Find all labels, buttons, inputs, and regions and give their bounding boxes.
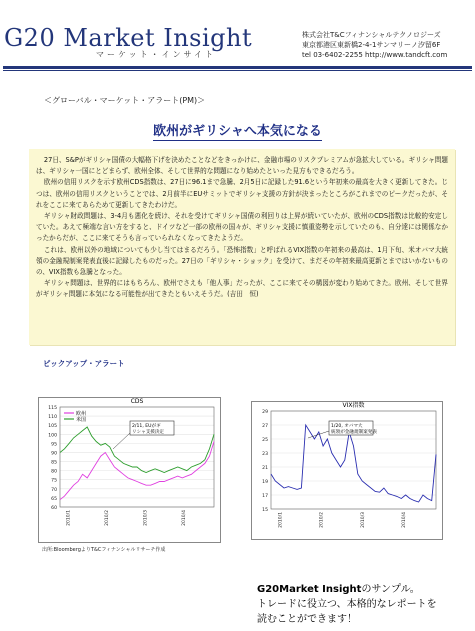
brand-title: G20 Market Insight: [4, 24, 253, 52]
x-tick-label: 2010/4: [182, 510, 188, 526]
annotation-text: 統領が金融規制案発表: [331, 430, 377, 435]
y-tick-label: 75: [51, 478, 57, 484]
promo-line-1-rest: のサンプル。: [361, 584, 420, 595]
legend-label: 米国: [76, 417, 87, 423]
y-tick-label: 19: [262, 480, 268, 485]
y-tick-label: 90: [51, 451, 57, 457]
x-tick-label: 2010/2: [105, 510, 111, 526]
article-kicker: ＜グローバル・マーケット・アラート(PM)＞: [44, 96, 206, 105]
headline-text: 欧州がギリシャへ本気になる: [153, 124, 322, 139]
y-tick-label: 70: [51, 487, 57, 493]
y-tick-label: 110: [48, 415, 57, 421]
article-body: [29, 149, 455, 345]
chart-title: VIX指数: [342, 402, 365, 409]
y-tick-label: 65: [51, 496, 57, 502]
y-tick-label: 15: [262, 508, 268, 513]
annotation-text: 1/20, オバマ大: [331, 424, 363, 429]
promo-text: [257, 582, 472, 627]
y-tick-label: 23: [262, 452, 268, 457]
x-tick-label: 2010/1: [66, 510, 72, 526]
promo-line-1: [257, 582, 472, 597]
x-tick-label: 2010/3: [143, 510, 149, 526]
y-tick-label: 80: [51, 469, 57, 475]
header-divider: [3, 66, 472, 69]
article-paragraph-2: 欧州の信用リスクを示す欧州CDS指数は、27日に96.1まで急騰、2月5日に記録した91.6という年初来の最高を大きく更新してきた。じつは、欧州の信用リスクということでは、2月前半にEUサミットでギリシャ支援の方針が決まったところがこれまでのピークだったが、それをここに来てあらためて更新してきたわけだ。: [36, 178, 448, 209]
x-tick-label: 2010/2: [319, 512, 325, 528]
y-tick-label: 29: [262, 410, 268, 415]
article-paragraph-1: 27日、S&Pがギリシャ国債の大幅格下げを決めたことなどをきっかけに、金融市場のリスクプレミアムが急拡大している。ギリシャ問題は、ギリシャ一国にとどまらず、欧州全体、そして世界的な問題になり始めたといった見方もできるだろう。: [36, 156, 448, 176]
promo-title: G20Market Insight: [257, 584, 362, 595]
y-tick-label: 115: [48, 406, 57, 411]
y-tick-label: 27: [262, 424, 268, 429]
promo-line-2: トレードに役立つ、本格的なレポートを: [257, 599, 437, 610]
header-divider-thin: [3, 70, 472, 71]
article-paragraph-3: ギリシャ財政問題は、3-4月も悪化を続け、それを受けてギリシャ国債の利回りは上昇が続いていたが、欧州のCDS指数は比較的安定していた。あえて極端な言い方をすると、ドイツなど一部の欧州の国々が、ギリシャ支援に慎重姿勢を示していたのも、自分達には関係なかったからだが、ここに来てそうも言っていられなくなってきたようだ。: [36, 212, 448, 243]
chart-title: CDS: [130, 398, 144, 405]
x-tick-label: 2010/1: [278, 512, 284, 528]
y-tick-label: 85: [51, 460, 57, 466]
article-paragraph-4: これは、欧州以外の地域についても少し当てはまるだろう。「恐怖指数」と呼ばれるVIX指数の年初来の最高は、1月下旬、米オバマ大統領の金融規制案発表直後に記録したものだった。27日の「ギリシャ・ショック」を受けて、まだその年初来最高更新とまではいかないものの、VIX指数も急騰となった。: [36, 245, 448, 277]
legend-label: 欧州: [76, 411, 87, 417]
company-name: 株式会社T&Cフィナンシャルテクノロジーズ: [302, 31, 441, 39]
company-address: 東京都港区東新橋2-4-1サンマリーノ汐留6F: [302, 41, 441, 49]
x-tick-label: 2010/4: [402, 512, 408, 528]
cds-chart: [38, 397, 221, 543]
promo-line-3: 読むことができます！: [257, 614, 357, 625]
pickup-alert-label: ピックアップ・アラート: [43, 359, 125, 368]
annotation-text: リシャ支援決定: [132, 430, 165, 435]
brand-logo: [4, 26, 252, 50]
annotation-text: 2/11, EUがギ: [132, 424, 161, 429]
article-headline: [0, 120, 475, 139]
article-paragraph-5: ギリシャ問題は、世界的にはもちろん、欧州でさえも「他人事」だったが、ここに来てその構図が変わり始めてきた。欧州、そして世界がギリシャ問題に本気になる可能性が出てきたともいえそうだ。(吉田 恒): [36, 279, 448, 299]
x-tick-label: 2010/3: [360, 512, 366, 528]
chart-source: 出所:BloombergよりT&Cフィナンシャルリサーチ作成: [42, 547, 166, 553]
company-contact: tel 03-6402-2255 http://www.tandcft.com: [302, 51, 448, 59]
y-tick-label: 60: [51, 506, 57, 511]
company-info: [302, 30, 472, 60]
y-tick-label: 95: [51, 442, 57, 448]
y-tick-label: 21: [262, 466, 268, 471]
y-tick-label: 100: [48, 433, 57, 439]
y-tick-label: 17: [262, 494, 268, 499]
brand-subtitle: マーケット・インサイト: [96, 50, 217, 59]
y-tick-label: 105: [48, 424, 57, 430]
vix-chart: [251, 401, 443, 540]
y-tick-label: 25: [262, 438, 268, 443]
